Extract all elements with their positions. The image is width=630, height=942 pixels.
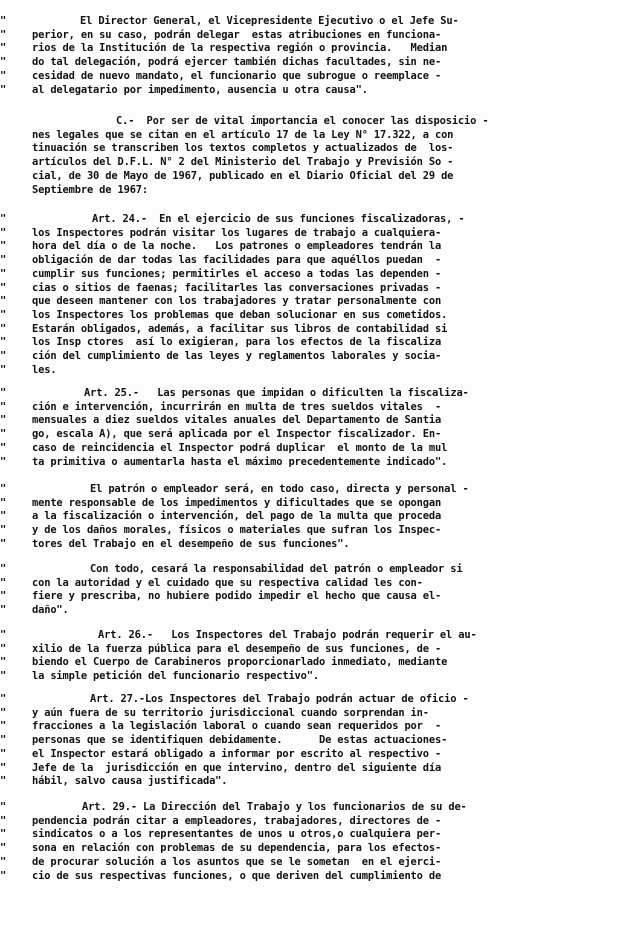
quote-mark: " — [0, 240, 7, 253]
line-text: fiere y prescriba, no hubiere podido impedir el hecho que causa el- — [32, 590, 442, 603]
line-text: go, escala A), que será aplicada por el Inspector fiscalizador. En- — [32, 428, 442, 441]
quote-mark: " — [0, 537, 7, 550]
quote-mark: " — [0, 761, 7, 774]
line-text: El Director General, el Vicepresidente Ejecutivo o el Jefe Su- — [80, 15, 459, 27]
quote-mark: " — [0, 656, 7, 669]
line-text: hábil, salvo causa justificada". — [32, 775, 228, 788]
line-text: Art. 29.- La Dirección del Trabajo y los funcionarios de su de- — [82, 801, 467, 813]
quote-mark: " — [0, 670, 7, 683]
line-text: Estarán obligados, además, a facilitar sus libros de contabilidad si — [32, 322, 448, 335]
line-text: artículos del D.F.L. N° 2 del Ministerio del Trabajo y Previsión So - — [32, 156, 454, 169]
quote-mark: " — [0, 496, 7, 509]
quote-mark: " — [0, 322, 7, 335]
line-text: hora del día o de la noche. Los patrones o empleadores tendrán la — [32, 240, 442, 253]
line-text: a la fiscalización o intervención, del pago de la multa que proceda — [32, 510, 442, 523]
line-text: personas que se identifiquen debidamente. De estas actuaciones- — [32, 734, 448, 747]
line-text: ción del cumplimiento de las leyes y reglamentos laborales y socia- — [32, 350, 442, 362]
line-text: tores del Trabajo en el desempeño de sus funciones". — [32, 537, 350, 550]
line-text: Jefe de la jurisdicción en que intervino, dentro del siguiente día — [32, 761, 442, 774]
quote-mark: " — [0, 814, 7, 827]
quote-mark: " — [0, 281, 7, 294]
page-bottom-edge — [0, 936, 630, 942]
line-text: do tal delegación, podrá ejercer también dichas facultades, sin ne- — [32, 56, 442, 69]
quote-mark: " — [0, 842, 7, 855]
line-text: perior, en su caso, podrán delegar estas atribuciones en funciona- — [32, 28, 442, 41]
quote-mark: " — [0, 42, 7, 55]
line-text: sona en relación con problemas de su dependencia, para los efectos- — [32, 842, 442, 855]
quote-mark: " — [0, 801, 7, 813]
line-text: mente responsable de los impedimentos y dificultades que se opongan — [32, 496, 442, 509]
line-text: nes legales que se citan en el artículo 17 de la Ley N° 17.322, a con — [32, 128, 454, 141]
quote-mark: " — [0, 267, 7, 280]
quote-mark: " — [0, 69, 7, 82]
line-text: de procurar solución a los asuntos que se le sometan en el ejerci- — [32, 855, 442, 868]
line-text: mensuales a diez sueldos vitales anuales del Departamento de Santia — [32, 414, 442, 427]
quote-mark: " — [0, 604, 7, 617]
quote-mark: " — [0, 642, 7, 655]
line-text: cias o sitios de faenas; facilitarles las conversaciones privadas - — [32, 281, 442, 294]
line-text: y de los daños morales, físicos o materiales que sufran los Inspec- — [32, 524, 442, 537]
quote-mark: " — [0, 576, 7, 589]
quote-mark: " — [0, 56, 7, 69]
quote-mark: " — [0, 15, 7, 27]
line-text: al delegatario por impedimento, ausencia u otra causa". — [32, 83, 368, 96]
line-text: cial, de 30 de Mayo de 1967, publicado en el Diario Oficial del 29 de — [32, 169, 454, 182]
quote-mark: " — [0, 295, 7, 308]
quote-mark: " — [0, 747, 7, 760]
line-text: cio de sus respectivas funciones, o que deriven del cumplimiento de — [32, 869, 442, 882]
quote-mark: " — [0, 706, 7, 719]
quote-mark: " — [0, 428, 7, 441]
quote-mark: " — [0, 387, 7, 399]
line-text: les. — [32, 363, 57, 376]
quote-mark: " — [0, 483, 7, 495]
line-text: los Insp ctores así lo exigieran, para los efectos de la fiscaliza — [32, 336, 442, 349]
quote-mark: " — [0, 336, 7, 349]
line-text: fracciones a la legislación laboral o cuando sean requeridos por - — [32, 720, 442, 733]
line-text: obligación de dar todas las facilidades para que aquéllos puedan - — [32, 254, 442, 267]
line-text: El patrón o empleador será, en todo caso, directa y personal - — [90, 483, 469, 495]
quote-mark: " — [0, 775, 7, 788]
line-text: Con todo, cesará la responsabilidad del patrón o empleador si — [90, 563, 463, 575]
line-text: el Inspector estará obligado a informar por escrito al respectivo - — [32, 747, 442, 760]
quote-mark: " — [0, 693, 7, 705]
quote-mark: " — [0, 414, 7, 427]
quote-mark: " — [0, 869, 7, 882]
quote-mark: " — [0, 213, 7, 225]
line-text: pendencia podrán citar a empleadores, trabajadores, directores de - — [32, 814, 442, 827]
line-text: caso de reincidencia el Inspector podrá duplicar el monto de la mul — [32, 441, 448, 454]
line-text: ta primitiva o aumentarla hasta el máximo precedentemente indicado". — [32, 455, 448, 468]
quote-mark: " — [0, 734, 7, 747]
quote-mark: " — [0, 720, 7, 733]
line-text: daño". — [32, 604, 69, 617]
line-text: Art. 24.- En el ejercicio de sus funciones fiscalizadoras, - — [92, 213, 465, 225]
quote-mark: " — [0, 83, 7, 96]
quote-mark: " — [0, 629, 7, 641]
quote-mark: " — [0, 350, 7, 362]
line-text: ción e intervención, incurrirán en multa de tres sueldos vitales - — [32, 400, 442, 413]
line-text: los Inspectores los problemas que deban solucionar en sus cometidos. — [32, 308, 448, 321]
line-text: xilio de la fuerza pública para el desempeño de sus funciones, de - — [32, 642, 442, 655]
line-text: que deseen mantener con los trabajadores y tratar personalmente con — [32, 295, 442, 308]
quote-mark: " — [0, 563, 7, 575]
line-text: tinuación se transcriben los textos completos y actualizados de los- — [32, 142, 454, 155]
quote-mark: " — [0, 828, 7, 841]
quote-mark: " — [0, 510, 7, 523]
quote-mark: " — [0, 524, 7, 537]
quote-mark: " — [0, 455, 7, 468]
quote-mark: " — [0, 308, 7, 321]
quote-mark: " — [0, 590, 7, 603]
line-text: Art. 26.- Los Inspectores del Trabajo podrán requerir el au- — [98, 629, 477, 641]
line-text: cumplir sus funciones; permitirles el acceso a todas las dependen - — [32, 267, 442, 280]
line-text: con la autoridad y el cuidado que su respectiva calidad les con- — [32, 576, 423, 589]
line-text: Art. 25.- Las personas que impidan o dificulten la fiscaliza- — [84, 387, 469, 399]
quote-mark: " — [0, 226, 7, 239]
quote-mark: " — [0, 28, 7, 41]
line-text: rios de la Institución de la respectiva región o provincia. Median — [32, 42, 448, 55]
quote-mark: " — [0, 400, 7, 413]
line-text: y aún fuera de su territorio jurisdiccional cuando sorprendan in- — [32, 706, 429, 719]
quote-mark: " — [0, 363, 7, 376]
line-text: Septiembre de 1967: — [32, 183, 149, 196]
line-text: C.- Por ser de vital importancia el conocer las disposicio - — [116, 115, 489, 127]
line-text: la simple petición del funcionario respectivo". — [32, 670, 319, 683]
line-text: sindicatos o a los representantes de unos u otros,o cualquiera per- — [32, 828, 442, 841]
line-text: cesidad de nuevo mandato, el funcionario que subrogue o reemplace - — [32, 69, 442, 82]
line-text: biendo el Cuerpo de Carabineros proporcionarlado inmediato, mediante — [32, 656, 448, 669]
line-text: Art. 27.-Los Inspectores del Trabajo podrán actuar de oficio - — [90, 693, 469, 705]
quote-mark: " — [0, 254, 7, 267]
quote-mark: " — [0, 855, 7, 868]
line-text: los Inspectores podrán visitar los lugares de trabajo a cualquiera- — [32, 226, 442, 239]
quote-mark: " — [0, 441, 7, 454]
